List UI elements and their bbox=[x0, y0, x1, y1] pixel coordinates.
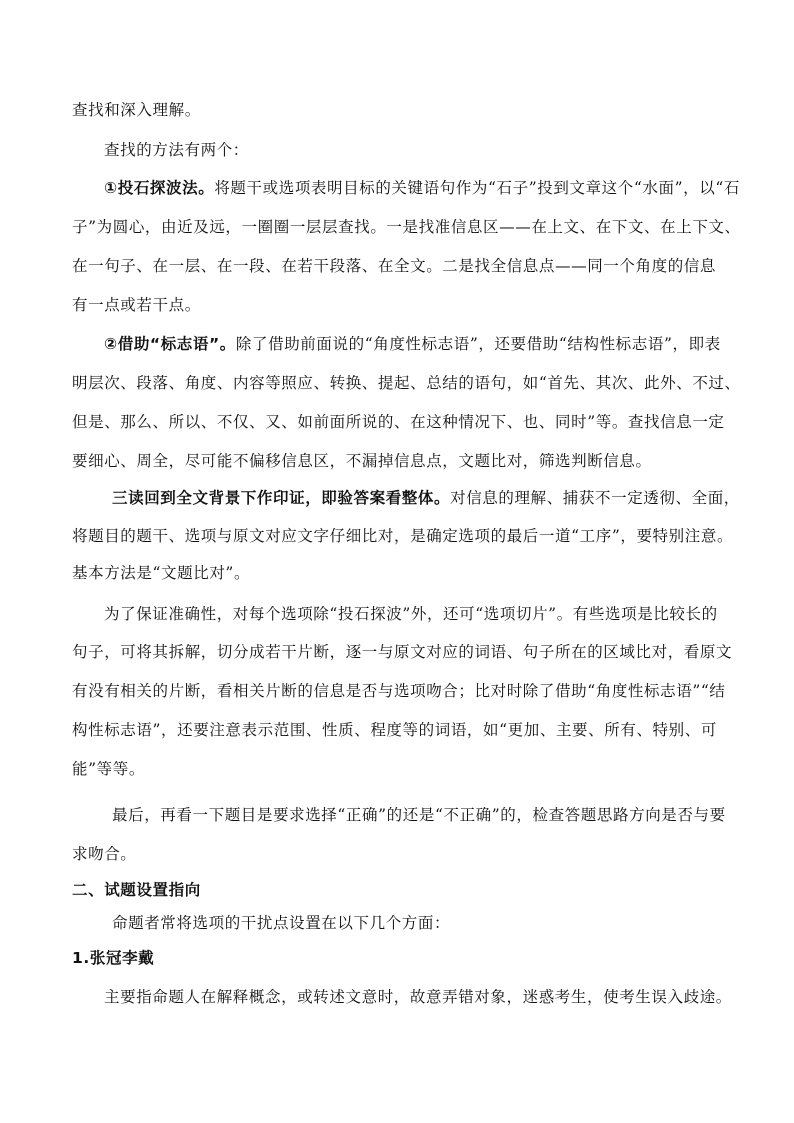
paragraph-line: 最后，再看一下题目是要求选择“正确”的还是“不正确”的，检查答题思路方向是否与要 bbox=[112, 806, 726, 824]
step-heading-line: 三读回到全文背景下作印证，即验答案看整体。对信息的理解、捕获不一定透彻、全面， bbox=[112, 489, 740, 507]
paragraph-line: 子”为圆心，由近及远，一圈圈一层层查找。一是找准信息区——在上文、在下文、在上下文、 bbox=[72, 218, 741, 236]
paragraph-line: 查找的方法有两个： bbox=[104, 141, 249, 159]
paragraph-line: 构性标志语”，还要注意表示范围、性质、程度等的词语，如“更加、主要、所有、特别、可 bbox=[72, 721, 717, 739]
method-one-title: ①投石探波法。 bbox=[104, 179, 215, 197]
subsection-heading: 1.张冠李戴 bbox=[72, 949, 155, 967]
step-three-title: 三读回到全文背景下作印证，即验答案看整体。 bbox=[112, 489, 451, 507]
paragraph-line: 查找和深入理解。 bbox=[72, 101, 201, 119]
paragraph-line: 明层次、段落、角度、内容等照应、转换、提起、总结的语句，如“首先、其次、此外、不过、 bbox=[72, 374, 741, 392]
paragraph-line: 句子，可将其拆解，切分成若干片断，逐一与原文对应的词语、句子所在的区域比对，看原文 bbox=[72, 643, 733, 661]
paragraph-line: 要细心、周全，尽可能不偏移信息区，不漏掉信息点，文题比对，筛选判断信息。 bbox=[72, 452, 652, 470]
method-heading-line: ①投石探波法。将题干或选项表明目标的关键语句作为“石子”投到文章这个“水面”，以“石 bbox=[104, 179, 740, 197]
method-heading-line: ②借助“标志语”。除了借助前面说的“角度性标志语”，还要借助“结构性标志语”，即表 bbox=[104, 335, 721, 353]
paragraph-line: 将题目的题干、选项与原文对应文字仔细比对，是确定选项的最后一道“工序”，要特别注意。 bbox=[72, 527, 734, 545]
paragraph-line: 在一句子、在一层、在一段、在若干段落、在全文。二是找全信息点——同一个角度的信息 bbox=[72, 257, 717, 275]
paragraph-line: 求吻合。 bbox=[72, 845, 137, 863]
paragraph-line: 主要指命题人在解释概念，或转述文意时，故意弄错对象，迷惑考生，使考生误入歧途。 bbox=[104, 988, 732, 1006]
paragraph-line: 有没有相关的片断，看相关片断的信息是否与选项吻合；比对时除了借助“角度性标志语”“结 bbox=[72, 682, 726, 700]
section-heading: 二、试题设置指向 bbox=[72, 881, 201, 899]
paragraph-line: 命题者常将选项的干扰点设置在以下几个方面： bbox=[112, 914, 451, 932]
method-two-title: ②借助“标志语”。 bbox=[104, 335, 236, 353]
paragraph-line: 但是、那么、所以、不仅、又、如前面所说的、在这种情况下、也、同时”等。查找信息一定 bbox=[72, 413, 725, 431]
paragraph-line: 基本方法是“文题比对”。 bbox=[72, 564, 251, 582]
paragraph-line: 能”等等。 bbox=[72, 760, 145, 778]
paragraph-line: 为了保证准确性，对每个选项除“投石探波”外，还可“选项切片”。有些选项是比较长的 bbox=[104, 605, 718, 623]
paragraph-line: 有一点或若干点。 bbox=[72, 296, 201, 314]
